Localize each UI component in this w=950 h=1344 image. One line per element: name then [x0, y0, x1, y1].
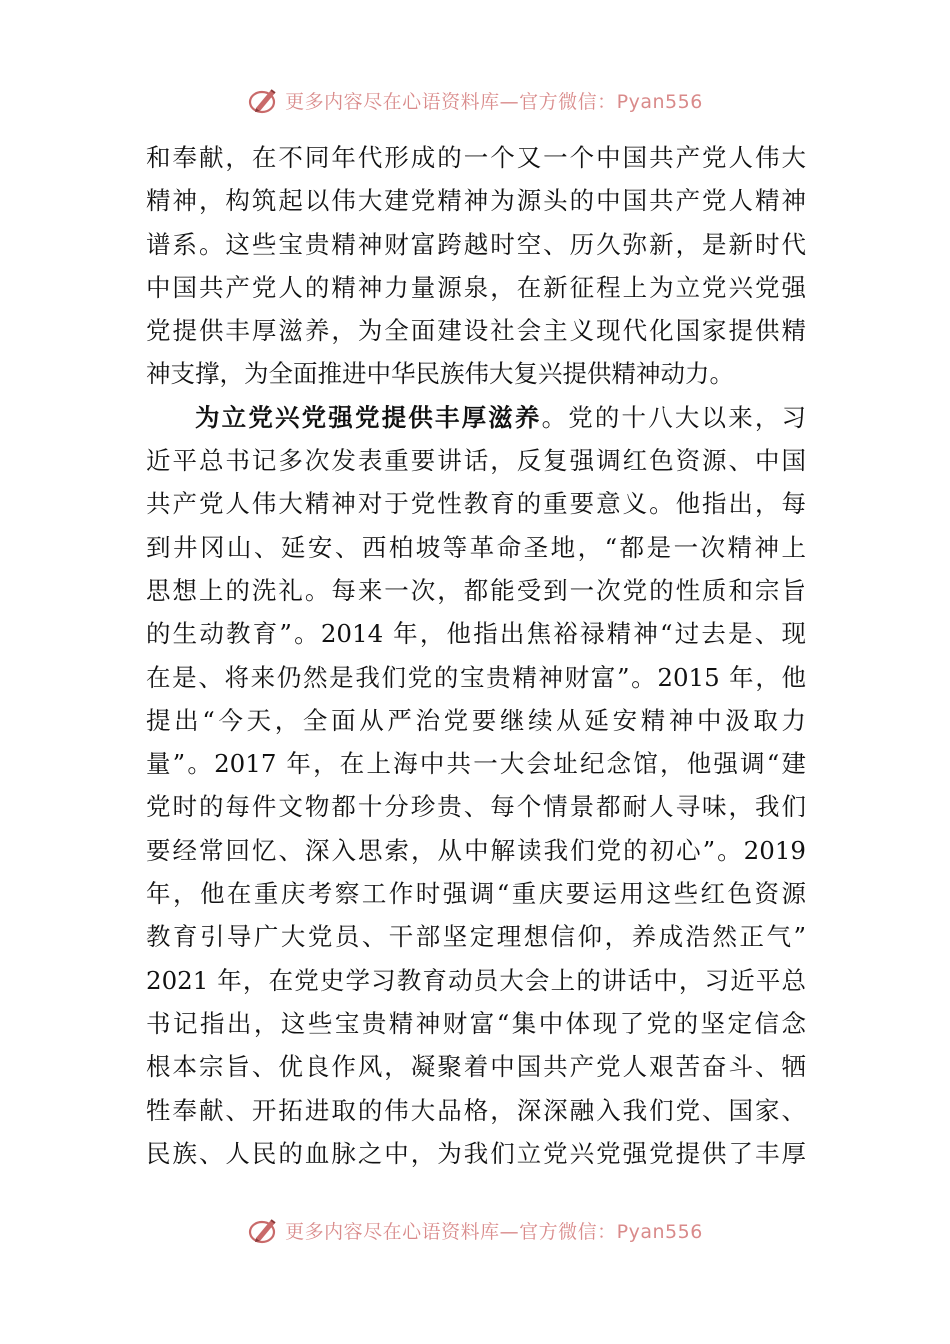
document-body	[146, 136, 806, 1175]
watermark-banner-top	[0, 80, 950, 120]
para1-line-4: 中国共产党人的精神力量源泉，在新征程上为立党兴党强	[146, 272, 806, 302]
para1-line-1: 和奉献，在不同年代形成的一个又一个中国共产党人伟大	[146, 143, 806, 172]
watermark-text-top: 更多内容尽在心语资料库—官方微信：Pyan556	[285, 90, 703, 113]
para2-line-9: 量”。2017 年，在上海中共一大会址纪念馆，他强调“建	[146, 749, 806, 779]
para2-line-15: 书记指出，这些宝贵精神财富“集中体现了党的坚定信念	[146, 1008, 806, 1038]
para2-line-5: 思想上的洗礼。每来一次，都能受到一次党的性质和宗旨	[146, 575, 806, 605]
para2-line-17: 牲奉献、开拓进取的伟大品格，深深融入我们党、国家、	[146, 1095, 806, 1125]
para2-line-10: 党时的每件文物都十分珍贵、每个情景都耐人寻味，我们	[146, 792, 806, 822]
para2-line-3: 共产党人伟大精神对于党性教育的重要意义。他指出，每	[146, 489, 806, 519]
para1-line-5: 党提供丰厚滋养，为全面建设社会主义现代化国家提供精	[146, 316, 806, 346]
para2-line-8: 提出“今天，全面从严治党要继续从延安精神中汲取力	[146, 705, 806, 735]
para2-line-13: 教育引导广大党员、干部坚定理想信仰，养成浩然正气”	[146, 922, 806, 952]
pen-logo-icon	[247, 83, 281, 117]
para2-line-1	[146, 396, 806, 439]
para2-line-7: 在是、将来仍然是我们党的宝贵精神财富”。2015 年，他	[146, 662, 806, 692]
para2-line-4: 到井冈山、延安、西柏坡等革命圣地，“都是一次精神上	[146, 532, 806, 562]
para2-line-12: 年，他在重庆考察工作时强调“重庆要运用这些红色资源	[146, 879, 806, 909]
para2-line-14: 2021 年，在党史学习教育动员大会上的讲话中，习近平总	[146, 965, 806, 995]
para2-line-2: 近平总书记多次发表重要讲话，反复强调红色资源、中国	[146, 446, 806, 476]
watermark-text-bottom: 更多内容尽在心语资料库—官方微信：Pyan556	[285, 1220, 703, 1243]
watermark-banner-bottom	[0, 1210, 950, 1250]
pen-logo-icon	[247, 1213, 281, 1247]
para1-line-2: 精神，构筑起以伟大建党精神为源头的中国共产党人精神	[146, 186, 806, 216]
para2-line-11: 要经常回忆、深入思索，从中解读我们党的初心”。2019	[146, 835, 806, 865]
para1-line-6: 神支撑，为全面推进中华民族伟大复兴提供精神动力。	[146, 359, 734, 389]
para2-heading: 为立党兴党强党提供丰厚滋养	[195, 402, 542, 432]
para2-first-rest: 。党的十八大以来，习	[541, 402, 806, 432]
para2-line-18: 民族、人民的血脉之中，为我们立党兴党强党提供了丰厚	[146, 1138, 806, 1168]
para2-line-16: 根本宗旨、优良作风，凝聚着中国共产党人艰苦奋斗、牺	[146, 1052, 806, 1082]
para1-line-3: 谱系。这些宝贵精神财富跨越时空、历久弥新，是新时代	[146, 229, 806, 259]
para2-line-6: 的生动教育”。2014 年，他指出焦裕禄精神“过去是、现	[146, 619, 806, 649]
